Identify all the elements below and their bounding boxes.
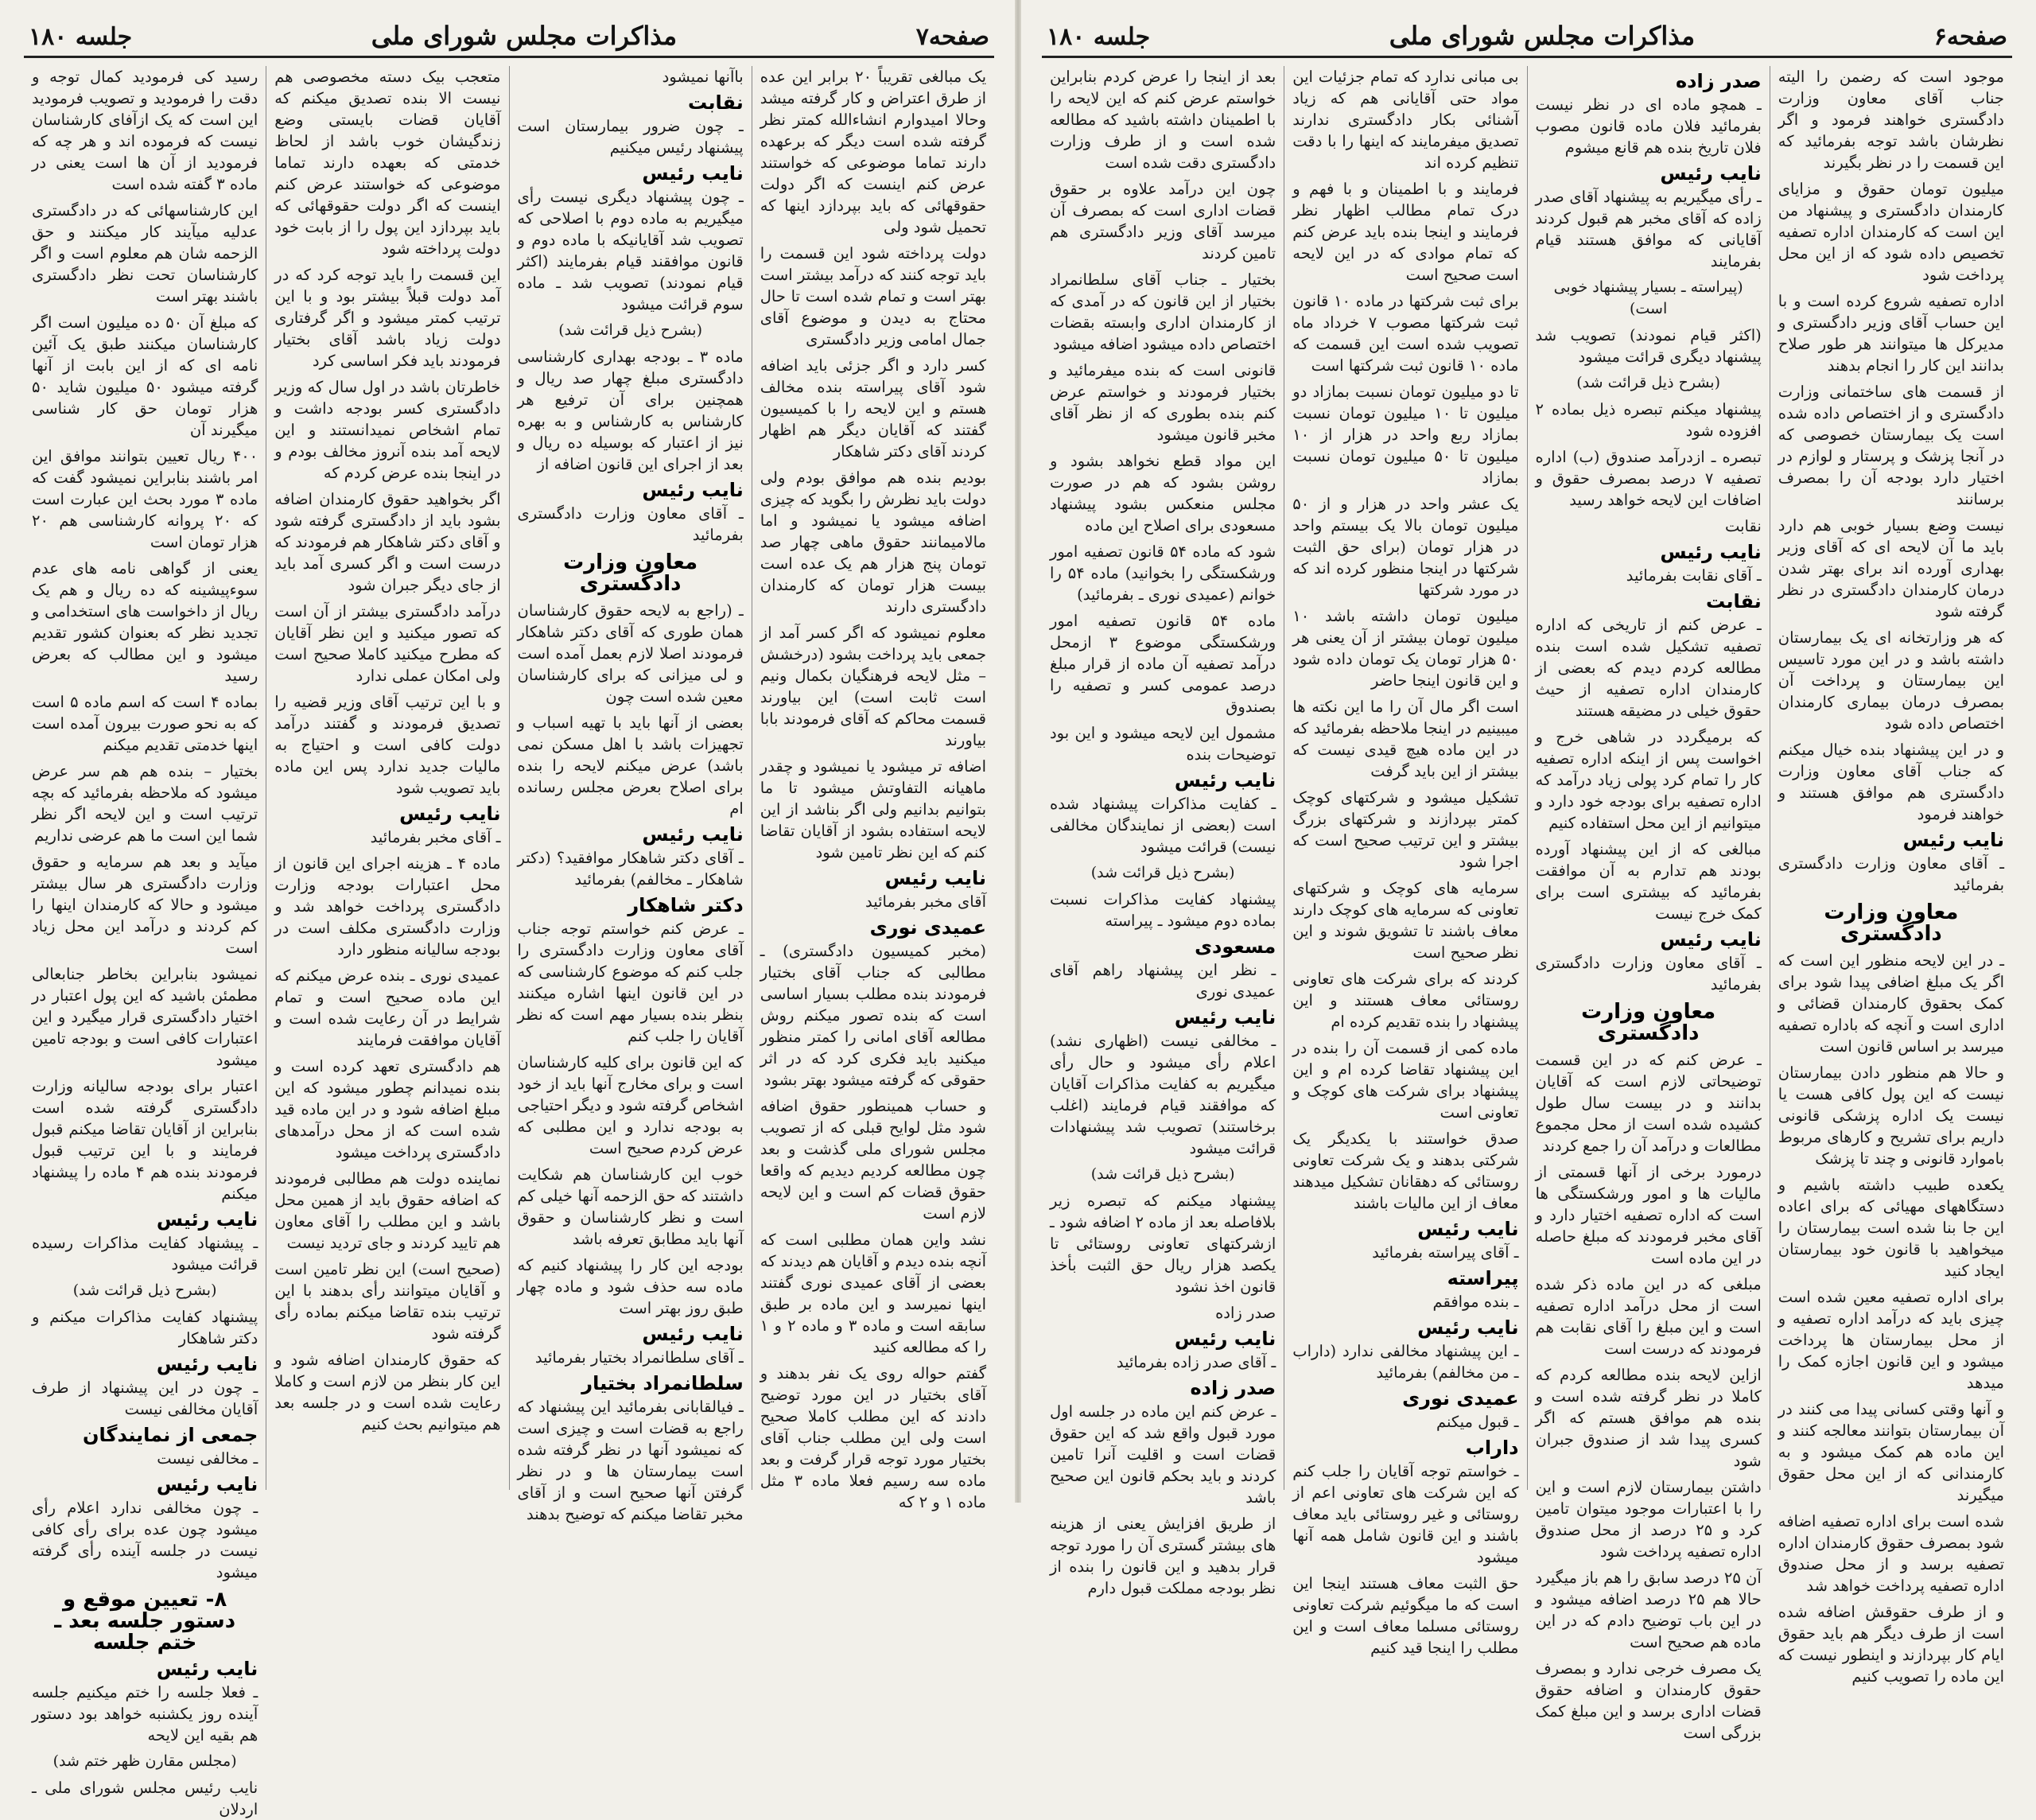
speaker-name: پیراسته bbox=[1447, 1267, 1519, 1289]
speaker-name: نایب رئیس bbox=[642, 479, 744, 501]
paragraph: ـ رأی میگیریم به پیشنهاد آقای صدر زاده که آقای مخبر هم قبول کردند آقایانی که موافق هستند قیام بفرمایند bbox=[1535, 188, 1762, 270]
paragraph: پیشنهاد میکنم تبصره ذیل بماده ۲ افزوده شود bbox=[1535, 400, 1762, 440]
speaker-name: نایب رئیس bbox=[399, 803, 501, 825]
paragraph: ـ بنده موافقم bbox=[1432, 1293, 1519, 1311]
paragraph: ـ آقای مخبر بفرمائید bbox=[370, 828, 501, 846]
procedural-note: (بشرح ذیل قرائت شد) bbox=[72, 1281, 217, 1299]
session-number: جلسه ۱۸۰ bbox=[1047, 23, 1151, 51]
paragraph: ـ عرض کنم که در این قسمت توضیحاتی لازم است که آقایان بدانند و در بیست سال طول کشیده شده است از محل مجموع مطالعات و درآمد آن را جمع کردند bbox=[1535, 1051, 1762, 1155]
speaker-name: نایب رئیس bbox=[156, 1353, 258, 1375]
paragraph: معلوم نمیشود که اگر کسر آمد از جمعی باید پرداخت بشود (درخشش – مثل لایحه فرهنگیان بکمال ونیم است ثابت است) این بیاورند قسمت محاکم که آقای فرمودند بابا بیاورند bbox=[760, 624, 986, 749]
section-heading: معاون وزارت دادگستری bbox=[1824, 900, 1959, 946]
paragraph: ـ چون پیشنهاد دیگری نیست رأی میگیریم به ماده دوم با اصلاحی که تصویب شد آقایانیکه با ماده دوم و قانون موافقند قیام بفرمایند (اکثر قیام نمودند) تصویب شد ـ ماده سوم قرائت میشود bbox=[517, 188, 744, 313]
paragraph: مشمول این لایحه میشود و این بود توضیحات بنده bbox=[1050, 724, 1276, 764]
paragraph: ماده کمی از قسمت آن را بنده در این پیشنهاد تقاضا کرده ام و این پیشنهاد برای شرکت های کوچک و تعاونی است bbox=[1292, 1039, 1519, 1122]
paragraph: میآید و بعد هم سرمایه و حقوق وزارت دادگستری هر سال بیشتر میشود و حالا که کارمندان اینها را کم کردند و درآمد این محل زیاد است bbox=[32, 853, 258, 957]
page-title: مذاکرات مجلس شورای ملی bbox=[371, 21, 678, 51]
paragraph: میلیون تومان حقوق و مزایای کارمندان دادگستری و پیشنهاد من این است که کارمندان اداره تصفیه تخصیص داده شود که از این محل پرداخت شود bbox=[1778, 180, 2004, 284]
paragraph: شود که ماده ۵۴ قانون تصفیه امور ورشکستگی را بخوانید) ماده ۵۴ را خوانم (عمیدی نوری ـ بفرمائید) bbox=[1050, 542, 1276, 604]
paragraph: یک مبالغی تقریباً ۲۰ برابر این عده از طرق اعتراض و کار گرفته میشد وحالا امیدوارم انشاءالله کمتر نظر گرفته شده است دیگر که برعهده دارند تماما موضوعی که خواستند عرض کنم اینست که اگر دولت حقوقهائی که باید بپردازد اینها که تحمیل شود ولی bbox=[760, 68, 986, 236]
speaker-name: نایب رئیس bbox=[1174, 1006, 1276, 1029]
paragraph: ماده ۳ ـ بودجه بهداری کارشناسی دادگستری مبلغ چهار صد ریال و همچنین برای آن ترفیع هر کارشناس به کارشناس و به بهره نیز از اعتبار که بوسیله ده ریال و بعد از اجرای این قانون اضافه از bbox=[517, 348, 744, 473]
speaker-name: نایب رئیس bbox=[1417, 1218, 1519, 1240]
paragraph: باآنها نمیشود bbox=[662, 68, 744, 86]
speaker-name: سلطانمراد بختیار bbox=[581, 1372, 744, 1394]
paragraph: اضافه تر میشود یا نمیشود و چقدر ماهیانه التفاوتش میشود تا ما بتوانیم بدانیم ولی اگر بناشد از این لایحه استفاده بشود از آقایان تقاضا کنم که این نظر تامین شود bbox=[760, 757, 986, 861]
paragraph: ماده ۴ ـ هزینه اجرای این قانون از محل اعتبارات بودجه وزارت دادگستری پرداخت خواهد شد و وزارت دادگستری مکلف است در بودجه سالیانه منظور دارد bbox=[274, 854, 501, 959]
speaker-name: مسعودی bbox=[1195, 935, 1276, 958]
paragraph: ازاین لایحه بنده مطالعه کردم که کاملا در نظر گرفته شده است و بنده هم موافق هستم که اگر کسری پیدا شد از صندوق جبران شود bbox=[1535, 1366, 1762, 1470]
speaker-name: عمیدی نوری bbox=[1402, 1387, 1519, 1410]
paragraph: ـ فعلا جلسه را ختم میکنیم جلسه آینده روز یکشنبه خواهد بود دستور هم بقیه این لایحه bbox=[32, 1683, 258, 1744]
speaker-name: نایب رئیس bbox=[642, 823, 744, 846]
paragraph: چون این درآمد علاوه بر حقوق قضات اداری است که بمصرف آن میرسد آقای وزیر دادگستری هم تامین کردند bbox=[1050, 180, 1276, 262]
paragraph: و با این ترتیب آقای وزیر قضیه را تصدیق فرمودند و گفتند درآمد دولت کافی است و احتیاج به مالیات جدید ندارد پس این ماده باید تصویب شود bbox=[274, 693, 501, 797]
paragraph: که حقوق کارمندان اضافه شود و این کار بنظر من لازم است و کاملا رعایت شده است و در جلسه بعد هم میتوانیم بحث کنیم bbox=[274, 1351, 501, 1433]
paragraph: عمیدی نوری ـ بنده عرض میکنم که این ماده صحیح است و تمام شرایط در آن رعایت شده است و آقایان موافقت فرمایند bbox=[274, 966, 501, 1049]
speaker-name: نایب رئیس bbox=[884, 867, 986, 889]
paragraph: آقای مخبر بفرمائید bbox=[865, 892, 986, 911]
paragraph: ـ عرض کنم این ماده در جلسه اول مورد قبول واقع شد که این حقوق قضات است و اقلیت آنرا تامین کردند و باید بحکم قانون این صحیح باشد bbox=[1050, 1402, 1276, 1507]
speaker-name: نایب رئیس bbox=[642, 1323, 744, 1345]
section-heading: معاون وزارت دادگستری bbox=[1581, 1000, 1716, 1045]
procedural-note: (بشرح ذیل قرائت شد) bbox=[558, 321, 702, 339]
paragraph: متعجب بیک دسته مخصوصی هم نیست الا بنده تصدیق میکنم که آقایان قضات بایستی وضع زندگیشان خوب باشد از لحاظ خدمتی که بعهده دارند تماما موضوعی که خواستند عرض کنم اینست که اگر دولت حقوقهائی که باید بپردازد این پول را از بابت خود دولت پرداخته شود bbox=[274, 68, 501, 258]
speaker-name: نایب رئیس bbox=[1174, 769, 1276, 791]
paragraph: پیشنهاد کفایت مذاکرات نسبت بماده دوم میشود ـ پیراسته bbox=[1050, 890, 1276, 930]
paragraph: تا دو میلیون تومان نسبت بمازاد دو میلیون تا ۱۰ میلیون تومان نسبت بمازاد ربع واحد در هزار از ۱۰ میلیون تا ۵۰ میلیون تومان نسبت بمازاد bbox=[1292, 383, 1519, 487]
paragraph: ـ مخالفی نیست bbox=[157, 1449, 258, 1468]
procedural-note: (بشرح ذیل قرائت شد) bbox=[1090, 1165, 1235, 1183]
paragraph: فرمایند و با اطمینان و با فهم و درک تمام مطالب اظهار نظر فرمایند و اینجا بنده باید عرض کنم که تمام موادی که در این لایحه است صحیح است bbox=[1292, 180, 1519, 284]
speaker-name: جمعی از نمایندگان bbox=[83, 1424, 258, 1446]
paragraph: این قسمت را باید توجه کرد که در آمد دولت قبلاً بیشتر بود و با این ترتیب کمتر میشود و اگر گرفتاری دولت زیاد باشد آقای بختیار فرمودند باید فکر اساسی کرد bbox=[274, 266, 501, 370]
procedural-note: (بشرح ذیل قرائت شد) bbox=[1090, 864, 1235, 881]
paragraph: گفتم حواله روی یک نفر بدهند و آقای بختیار در این مورد توضیح دادند که این مطلب کاملا صحیح است ولی این مطلب جناب آقای بختیار مورد توجه قرار گرفت و بعد ماده سه رسیم فعلا ماده ۳ مثل ماده ۱ و ۲ که bbox=[760, 1364, 987, 1511]
paragraph: خاطرتان باشد در اول سال که وزیر دادگستری کسر بودجه داشت و تمام اشخاص نمیدانستند و این لایحه آمد بنده آنروز مخالف بودم و در اینجا بنده عرض کردم که bbox=[274, 378, 501, 482]
paragraph: اداره تصفیه شروع کرده است و با این حساب آقای وزیر دادگستری و مدیرکل ها میتوانند هر طور صلاح بدانند این کار را انجام بدهند bbox=[1778, 292, 2004, 375]
paragraph: بختیار ـ جناب آقای سلطانمراد بختیار از این قانون که در آمدی که از کارمندان اداری وابسته بقضات اختصاص داده میشود اضافه میشود bbox=[1050, 270, 1276, 353]
paragraph: از قسمت های ساختمانی وزارت دادگستری و از اختصاص داده شده است یک بیمارستان خصوصی که در آنجا پزشک و پرستار و لوازم در اختیار دارد بودجه آن را بمصرف برسانند bbox=[1778, 383, 2004, 508]
paragraph: نشد واین همان مطلبی است که آنچه بنده دیدم و آقایان هم دیدند که بعضی از آقای عمیدی نوری گفتند اینها نمیرسد و این ماده بر طبق سابقه است و ماده ۳ و ماده ۲ و ۱ را که مطالعه کنید bbox=[760, 1231, 986, 1356]
paragraph: ـ آقای صدر زاده بفرمائید bbox=[1116, 1353, 1276, 1371]
text-column bbox=[1527, 66, 1770, 1742]
speaker-name: نایب رئیس bbox=[1174, 1328, 1276, 1350]
speaker-name: نایب رئیس bbox=[156, 1473, 258, 1495]
speaker-name: نایب رئیس bbox=[1660, 928, 1762, 951]
paragraph: (اکثر قیام نمودند) تصویب شد پیشنهاد دیگری قرائت میشود bbox=[1535, 326, 1762, 366]
section-heading: معاون وزارت دادگستری bbox=[563, 550, 698, 596]
paragraph: که هر وزارتخانه ای یک بیمارستان داشته باشد و در این مورد تاسیس این بیمارستان و پرداخت آن بمصرف درمان بیماری کارمندان اختصاص داده شود bbox=[1778, 628, 2004, 733]
speaker-name: نایب رئیس bbox=[156, 1658, 258, 1680]
paragraph: رسید کی فرمودید کمال توجه و دقت را فرمودید و تصویب فرمودید این است که یک ازآفای کارشناسان نیست که فرموده اند و هر چه که فرمودید از آن ها است یعنی در ماده ۳ گفته شده است bbox=[32, 68, 258, 193]
procedural-note: (مجلس مقارن ظهر ختم شد) bbox=[52, 1752, 237, 1770]
paragraph: ـ فیالقابانی بفرمائید این پیشنهاد که راجع به قضات است و چیزی است که نمیشود آنها در نظر گرفته شده است بیمارستان ها و در نظر گرفتن آنها صحیح است و از آقای مخبر تقاضا میکنم که توضیح بدهند bbox=[517, 1398, 744, 1523]
text-column bbox=[1042, 66, 1284, 1597]
paragraph: ـ آقای پیراسته بفرمائید bbox=[1372, 1243, 1519, 1262]
paragraph: شده است برای اداره تصفیه اضافه شود بمصرف حقوق کارمندان اداره تصفیه برسد و از محل صندوق اداره تصفیه پرداخت خواهد شد bbox=[1778, 1512, 2004, 1595]
paragraph: ـ قبول میکنم bbox=[1436, 1413, 1519, 1431]
speaker-name: نایب رئیس bbox=[1660, 162, 1762, 185]
session-number: جلسه ۱۸۰ bbox=[29, 23, 133, 51]
speaker-name: عمیدی نوری bbox=[869, 916, 986, 939]
paragraph: موجود است که رضمن را الیته جناب آقای معاون وزارت دادگستری خواهند فرمود و اگر نظرشان باشد توجه بفرمائید که این قسمت را در نظر بگیرند bbox=[1778, 68, 2004, 172]
paragraph: داشتن بیمارستان لازم است و این را با اعتبارات موجود میتوان تامین کرد و ۲۵ درصد از محل صندوق اداره تصفیه پرداخت شود bbox=[1535, 1478, 1762, 1561]
paragraph: هم دادگستری تعهد کرده است و بنده نمیدانم چطور میشود که این مبلغ اضافه شود و در این ماده قید شده است که از محل درآمدهای دادگستری پرداخت میشود bbox=[274, 1057, 501, 1161]
paragraph: یکعده طبیب داشته باشیم و دستگاههای مهیائی که برای اعاده این جا بنا شده است بیمارستان را میخواهید با قانون خود بیمارستان ایجاد کنید bbox=[1778, 1176, 2004, 1280]
left-page-columns bbox=[24, 66, 994, 1818]
paragraph: و در این پیشنهاد بنده خیال میکنم که جناب آقای معاون وزارت دادگستری هم موافق هستند و خواهند فرمود bbox=[1778, 741, 2004, 823]
paragraph: مبلغی که در این ماده ذکر شده است از محل درآمد اداره تصفیه است و این مبلغ را آقای نقابت هم فرمودند که درست است bbox=[1535, 1275, 1762, 1358]
paragraph: یک عشر واحد در هزار و از ۵۰ میلیون تومان بالا یک بیستم واحد در هزار تومان (برای حق الثبت شرکتها در اینجا منظور کرده اند که در مورد شرکتها bbox=[1292, 495, 1519, 599]
paragraph: ـ چون ضرور بیمارستان است پیشنهاد رئیس میکنیم bbox=[517, 117, 744, 157]
paragraph: که این قانون برای کلیه کارشناسان است و برای مخارج آنها باید از خود اشخاص گرفته شود و دیگر احتیاجی به بودجه ندارد و این مطلبی که عرض کردم صحیح است bbox=[517, 1053, 744, 1157]
paragraph: و حالا هم منظور دادن بیمارستان نیست که این پول کافی هست یا نیست یک اداره پزشکی قانونی داریم برای تشریح و کارهای مربوط باموارد قانونی و چند تا پزشک bbox=[1778, 1064, 2004, 1168]
paragraph: است اگر مال آن را ما این نکته ها میبینیم در اینجا ملاحظه بفرمائید که در این ماده هیچ قیدی نیست که بیشتر از این باید گرفت bbox=[1292, 698, 1519, 780]
paragraph: که برمیگردد در شاهی خرج و اخواست پس از اینکه اداره تصفیه کار را تمام کرد پولی زیاد درآمد که اداره تصفیه برای بودجه خود دارد و میتوانیم از این محل استفاده کنیم bbox=[1535, 728, 1762, 832]
paragraph: و آنها وقتی کسانی پیدا می کنند در آن بیمارستان بتوانند معالجه کنند و این ماده هم کمک میشود و به کارمندانی که از این محل حقوق میگیرند bbox=[1778, 1400, 2004, 1504]
paragraph: میلیون تومان داشته باشد ۱۰ میلیون تومان بیشتر از آن یعنی هر ۵۰ هزار تومان یک تومان داده شود و این قانون اینجا حاضر bbox=[1292, 607, 1519, 690]
text-column bbox=[752, 66, 994, 1511]
paragraph: این مواد قطع نخواهد بشود و روشن بشود که هم در صورت مجلس منعکس بشود پیشنهاد مسعودی برای اصلاح این ماده bbox=[1050, 452, 1276, 535]
page-number: صفحه۶ bbox=[1933, 23, 2007, 51]
paragraph: نقابت bbox=[1724, 517, 1762, 535]
procedural-note: (پیراسته ـ بسیار پیشنهاد خوبی است) bbox=[1553, 278, 1743, 317]
paragraph: اگر بخواهید حقوق کارمندان اضافه بشود باید از دادگستری گرفته شود و آقای دکتر شاهکار هم فرمودند که درست است و اگر کسری آمد باید از جای دیگر جبران شود bbox=[274, 490, 501, 594]
text-column bbox=[266, 66, 508, 1490]
speaker-name: صدر زاده bbox=[1675, 70, 1762, 92]
paragraph: بی مبانی ندارد که تمام جزئیات این مواد حتی آقایانی هم که زیاد آشنائی بکار دادگستری ندارند تصدیق میفرمایند که اینها را با دقت تنظیم کرده اند bbox=[1292, 68, 1519, 172]
section-heading: ۸- تعیین موقع و دستور جلسه بعد ـ ختم جلسه bbox=[54, 1588, 236, 1655]
paragraph: ـ همچو ماده ای در نظر نیست بفرمائید فلان ماده قانون مصوب فلان تاریخ بنده هم قانع میشوم bbox=[1535, 95, 1762, 157]
paragraph: ـ (راجع به لایحه حقوق کارشناسان همان طوری که آقای دکتر شاهکار فرمودند اصلا لازم بعمل آمده است و لی میزانی که برای کارشناسان معین شده است چون bbox=[517, 601, 744, 706]
paragraph: (صحیح است) این نظر تامین است و آقایان میتوانند رأی بدهند با این ترتیب بنده تقاضا میکنم بماده رأی گرفته شود bbox=[274, 1260, 501, 1343]
paragraph: ـ آقای معاون وزارت دادگستری بفرمائید bbox=[1535, 954, 1762, 994]
paragraph: (مخبر کمیسیون دادگستری) ـ مطالبی که جناب آقای بختیار فرمودند بنده مطلب بسیار اساسی است که بنده تصور میکنم روش مطالعه آقای امانی را کمتر منظور میکنید باید فکری کرد که در اثر حقوقی که گرفته میشود بهتر بشود bbox=[760, 942, 986, 1089]
paragraph: دولت پرداخته شود این قسمت را باید توجه کنند که درآمد بیشتر است بهتر است و تمام شده است تا حال محتاج به دیدن و موضوع آقای جمال امامی وزیر دادگستری bbox=[760, 244, 986, 348]
paragraph: صدق خواستند با یکدیگر یک شرکتی بدهند و یک شرکت تعاونی روستائی که دهقانان تشکیل میدهند معاف از این مالیات باشند bbox=[1292, 1130, 1519, 1212]
paragraph: برای اداره تصفیه معین شده است چیزی باید که درآمد اداره تصفیه و از محل بیمارستان ها پرداخت میشود و این قانون اجازه کمک را میدهد bbox=[1778, 1288, 2004, 1392]
paragraph: از طریق افزایش یعنی از هزینه های بیشتر گستری آن را مورد توجه قرار بدهید و این قانون را بنده از نظر بودجه مملکت قبول دارم bbox=[1050, 1515, 1276, 1597]
paragraph: این کارشناسهائی که در دادگستری عدلیه میآیند کار میکنند و حق الزحمه شان هم معلوم است و اگر کارشناسان تحت نظر دادگستری باشند بهتر است bbox=[32, 201, 258, 305]
text-column bbox=[1284, 66, 1526, 1657]
paragraph: صدر زاده bbox=[1215, 1304, 1276, 1322]
text-column bbox=[1770, 66, 2012, 1686]
paragraph: برای ثبت شرکتها در ماده ۱۰ قانون ثبت شرکتها مصوب ۷ خرداد ماه تصویب شده است این قسمت که ماده ۱۰ قانون ثبت شرکتها است bbox=[1292, 292, 1519, 375]
paragraph: ـ در این لایحه منظور این است که اگر یک مبلغ اضافی پیدا شود برای کمک بحقوق کارمندان قضائی و اداری است و آنچه که باداره تصفیه میرسد بر اساس قانون است bbox=[1778, 951, 2004, 1056]
paragraph: پیشنهاد کفایت مذاکرات میکنم و دکتر شاهکار bbox=[32, 1308, 258, 1348]
paragraph: ـ آقای سلطانمراد بختیار بفرمائید bbox=[534, 1348, 744, 1367]
paragraph: حق الثبت معاف هستند اینجا این است که ما میگوئیم شرکت تعاونی روستائی مسلما معاف است و این مطلب را اینجا قید کنیم bbox=[1292, 1574, 1519, 1657]
paragraph: پیشنهاد میکنم که تبصره زیر بلافاصله بعد از ماده ۲ اضافه شود ـ ازشرکتهای تعاونی روستائی تا یکصد هزار ریال حق الثبت بأخذ قانون اخذ نشود bbox=[1050, 1192, 1276, 1296]
right-page-columns bbox=[1042, 66, 2012, 1742]
paragraph: ـ این پیشنهاد مخالفی ندارد (داراب ـ من مخالفم) بفرمائید bbox=[1292, 1342, 1519, 1382]
speaker-name: نایب رئیس bbox=[156, 1208, 258, 1231]
left-page bbox=[0, 0, 1018, 1818]
paragraph: بعد از اینجا را عرض کردم بنابراین خواستم عرض کنم که این لایحه را با اطمینان داشته باشید که مطالعه شده است و از طرف وزارت دادگستری دقت شده است bbox=[1050, 68, 1276, 172]
paragraph: یک مصرف خرجی ندارد و بمصرف حقوق کارمندان و اضافه حقوق قضات اداری برسد و این مبلغ کمک بزرگی است bbox=[1535, 1659, 1762, 1742]
paragraph: که مبلغ آن ۵۰ ده میلیون است اگر کارشناسان میکنند طبق یک آئین نامه ای که از این بابت از آنها گرفته میشود ۵۰ میلیون شاید ۵۰ هزار تومان حق کار شناسی میگیرند آن bbox=[32, 313, 258, 439]
paragraph: ـ مخالفی نیست (اظهاری نشد) اعلام رأی میشود و حال رأی میگیریم به کفایت مذاکرات آقایان که موافقند قیام فرمایند (اغلب برخاستند) تصویب شد پیشنهادات قرائت میشود bbox=[1050, 1032, 1276, 1157]
paragraph: نمیشود بنابراین بخاطر جنابعالی مطمئن باشید که این پول اعتبار در اختیار دادگستری قرار میگیرد و این اعتبارات کافی است و بودجه تامین میشود bbox=[32, 965, 258, 1069]
speaker-name: داراب bbox=[1465, 1437, 1519, 1459]
speaker-name: نایب رئیس bbox=[1660, 541, 1762, 563]
paragraph: ـ خواستم توجه آقایان را جلب کنم که این شرکت های تعاونی اعم از روستائی و غیر روستائی باید معاف باشند و این قانون شامل همه آنها میشود bbox=[1292, 1462, 1519, 1566]
paragraph: کسر دارد و اگر جزئی باید اضافه شود آقای پیراسته بنده مخالف هستم و این لایحه را با کمیسیون گفتند که آقایان دیگر هم اظهار کردند آقای دکتر شاهکار bbox=[760, 356, 986, 461]
paragraph: نماینده دولت هم مطالبی فرمودند که اضافه حقوق باید از همین محل باشد و این مطلب را آقای معاون هم تایید کردند و جای تردید نیست bbox=[274, 1169, 501, 1252]
paragraph: ـ چون مخالفی ندارد اعلام رأی میشود چون عده برای رأی کافی نیست در جلسه آینده رأی گرفته میشود bbox=[32, 1499, 258, 1581]
paragraph: ـ آقای معاون وزارت دادگستری بفرمائید bbox=[517, 504, 744, 544]
paragraph: درآمد دادگستری بیشتر از آن است که تصور میکنید و این نظر آقایان که مطرح میکنید کاملا صحیح است ولی امکان عملی ندارد bbox=[274, 602, 501, 685]
speaker-name: دکتر شاهکار bbox=[628, 894, 744, 916]
paragraph: بعضی از آنها باید با تهیه اسباب و تجهیزات باشد با اهل مسکن نمی باشد) عرض میکنم لایحه را بنده برای اصلاح بعرض مجلس رسانده ام bbox=[517, 714, 744, 818]
paragraph: نیست وضع بسیار خوبی هم دارد باید ما آن لایحه ای که آقای وزیر بهداری آورده اند برای بهتر شدن درمان کارمندان دادگستری در نظر گرفته شود bbox=[1778, 516, 2004, 620]
paragraph: بختیار – بنده هم هم سر عرض میشود که ملاحظه بفرمائید که بچه ترتیب است و این لایحه اگر نظر شما این است ما هم عرضی نداریم bbox=[32, 762, 258, 845]
paragraph: مبالغی که از این پیشنهاد آورده بودند هم تدارم به آن موافقت بفرمائید که بیشتری است برای کمک خرج نیست bbox=[1535, 840, 1762, 923]
paragraph: ماده ۵۴ قانون تصفیه امور ورشکستگی موضوع ۳ ازمحل درآمد تصفیه آن ماده از قرار مبلغ درصد عمومی کسر و تصفیه را بصندوق bbox=[1050, 612, 1276, 716]
paragraph: اعتبار برای بودجه سالیانه وزارت دادگستری گرفته شده است بنابراین از آقایان تقاضا میکنم قبول فرمایند و با این ترتیب قبول فرمودند بنده هم ۴ ماده را پیشنهاد میکنم bbox=[32, 1077, 258, 1203]
paragraph: ۴۰۰ ریال تعیین بتوانند موافق این امر باشند بنابراین نمیشود گفت که ماده ۳ مورد بحث این عبارت است که ۲۰ پروانه کارشناسی هم ۲۰ هزار تومان است bbox=[32, 447, 258, 551]
paragraph: و حساب همینطور حقوق اضافه شود مثل لوایح قبلی که از تصویب مجلس شورای ملی گذشت و بعد چون مطالعه کردیم دیدیم که واقعا حقوق قضات کم است و این لایحه لازم است bbox=[760, 1097, 986, 1223]
paragraph: ـ آقای دکتر شاهکار موافقید؟ (دکتر شاهکار ـ مخالفم) بفرمائید bbox=[517, 849, 744, 889]
paragraph: درمورد برخی از آنها قسمتی از مالیات ها و امور ورشکستگی ها است که اداره تصفیه اختیار دارد و آقای مخبر فرمودند که مبلغ حاصله در این ماده است bbox=[1535, 1163, 1762, 1267]
speaker-name: صدر زاده bbox=[1190, 1377, 1276, 1399]
right-page bbox=[1018, 0, 2036, 1742]
paragraph: یعنی از گواهی نامه های عدم سوءپیشینه که ده ریال و هم یک ریال از داخواست های استخدامی و تجدید نظر که بعنوان کشور تقدیم میشود و این مطالب که بعرض رسید bbox=[32, 559, 258, 685]
paragraph: سرمایه های کوچک و شرکتهای تعاونی که سرمایه های کوچک دارند معاف باشند تا تشویق شوند و این نظر صحیح است bbox=[1292, 879, 1519, 962]
paragraph: کردند که برای شرکت های تعاونی روستائی معاف هستند و این پیشنهاد را بنده تقدیم کرده ام bbox=[1292, 970, 1519, 1031]
page-number: صفحه۷ bbox=[915, 23, 989, 51]
text-column bbox=[24, 66, 266, 1818]
paragraph: تبصره ـ ازدرآمد صندوق (ب) اداره تصفیه ۷ درصد بمصرف حقوق و اضافات این لایحه خواهد رسید bbox=[1535, 448, 1762, 509]
paragraph: بماده ۴ است که اسم ماده ۵ است که به نحو صورت بیرون آمده است اینها خدمتی تقدیم میکنم bbox=[32, 693, 258, 754]
paragraph: بودیم بنده هم موافق بودم ولی دولت باید نظرش را بگوید که چیزی اضافه میشود یا نمیشود و اما مالامیمانند حقوق ماهی چهار صد تومان پنج هزار هم یک عده است بیست هزار تومان که کارمندان دادگستری دارند bbox=[760, 469, 986, 616]
paragraph: نایب رئیس مجلس شورای ملی ـ اردلان bbox=[32, 1779, 258, 1818]
page-title: مذاکرات مجلس شورای ملی bbox=[1389, 21, 1696, 51]
speaker-name: نایب رئیس bbox=[1902, 829, 2004, 851]
paragraph: ـ آقای نقابت بفرمائید bbox=[1626, 566, 1762, 585]
paragraph: ـ نظر این پیشنهاد راهم آقای عمیدی نوری bbox=[1050, 961, 1276, 1001]
paragraph: خوب این کارشناسان هم شکایت داشتند که حق الزحمه آنها خیلی کم است و نظر کارشناسان و حقوق آنها باید مطابق تعرفه باشد bbox=[517, 1165, 744, 1248]
paragraph: ـ پیشنهاد کفایت مذاکرات رسیده قرائت میشود bbox=[32, 1234, 258, 1274]
paragraph: و از طرف حقوقش اضافه شده است از طرف دیگر هم باید حقوق ایام کار بپردازند و اینطور نیست که این ماده را تصویب کنیم bbox=[1778, 1603, 2004, 1686]
paragraph: ـ عرض کنم از تاریخی که اداره تصفیه تشکیل شده است بنده مطالعه کردم دیدم که بعضی از کارمندان اداره تصفیه از حیث حقوق خیلی در مضیقه هستند bbox=[1535, 616, 1762, 720]
speaker-name: نقابت bbox=[688, 91, 744, 114]
paragraph: تشکیل میشود و شرکتهای کوچک کمتر بپردازند و شرکتهای بزرگ بیشتر و این ترتیب صحیح است که اجرا شود bbox=[1292, 788, 1519, 871]
paragraph: ـ کفایت مذاکرات پیشنهاد شده است (بعضی از نمایندگان مخالفی نیست) قرائت میشود bbox=[1050, 795, 1276, 856]
text-column bbox=[509, 66, 752, 1523]
paragraph: قانونی است که بنده میفرمائید و بختیار فرمودند و خواستم عرض کنم بنده بطوری که از نظر آقای مخبر قانون میشود bbox=[1050, 361, 1276, 444]
paragraph: ـ آقای معاون وزارت دادگستری بفرمائید bbox=[1778, 854, 2004, 894]
speaker-name: نقابت bbox=[1706, 590, 1762, 612]
procedural-note: (بشرح ذیل قرائت شد) bbox=[1576, 374, 1720, 391]
speaker-name: نایب رئیس bbox=[1417, 1316, 1519, 1339]
paragraph: بودجه این کار را پیشنهاد کنیم که ماده سه حذف شود و ماده چهار طبق روز بهتر است bbox=[517, 1256, 744, 1317]
paragraph: ـ چون در این پیشنهاد از طرف آقایان مخالفی نیست bbox=[32, 1379, 258, 1418]
paragraph: ـ عرض کنم خواستم توجه جناب آقای معاون وزارت دادگستری را جلب کنم که موضوع کارشناسی که در این قانون اینها اشاره میکنند بنظر بنده بسیار مهم است که نظر آقایان را جلب کنم bbox=[517, 920, 744, 1045]
left-page-header bbox=[24, 18, 994, 58]
right-page-header bbox=[1042, 18, 2012, 58]
paragraph: آن ۲۵ درصد سابق را هم باز میگیرد حالا هم ۲۵ درصد اضافه میشود و در این باب توضیح دادم که در این ماده هم صحیح است bbox=[1535, 1569, 1762, 1651]
speaker-name: نایب رئیس bbox=[642, 162, 744, 185]
